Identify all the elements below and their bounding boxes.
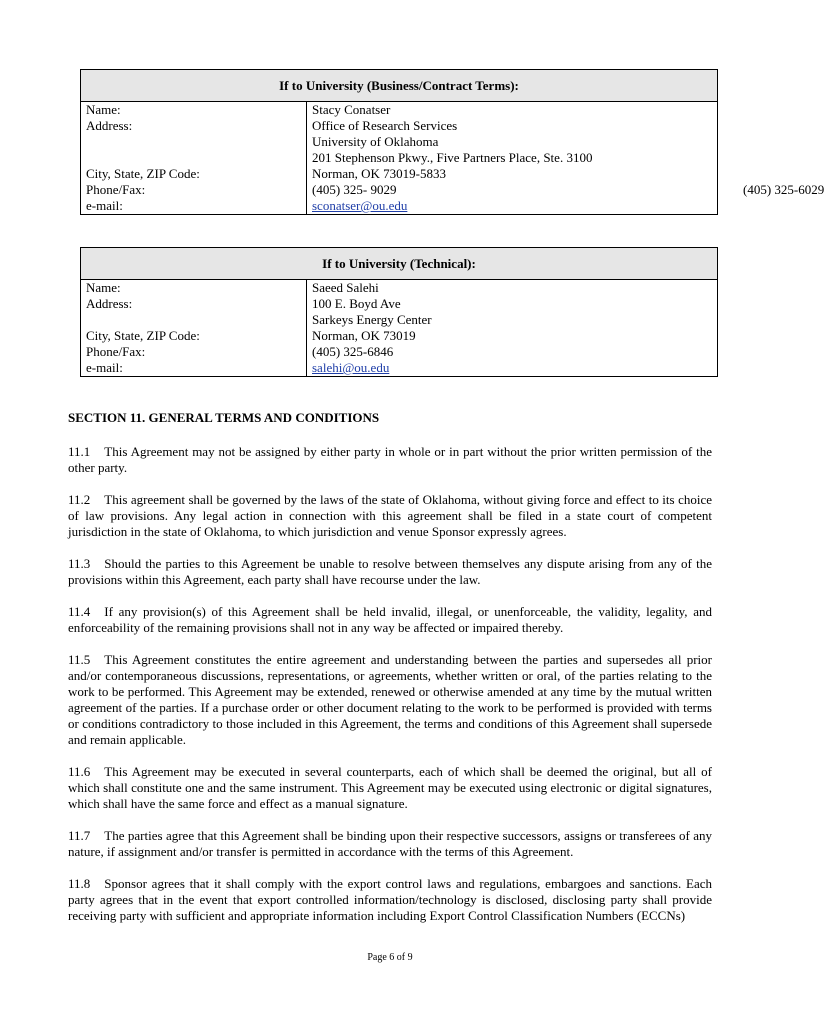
- label-city: City, State, ZIP Code:: [86, 166, 200, 181]
- label-column: [81, 280, 307, 377]
- contact-name: Saeed Salehi: [312, 280, 379, 295]
- clause-text: The parties agree that this Agreement shall be binding upon their respective successors, assigns or transferees of any nature, if assignment and/or transfer is permitted in accordance with the terms of this Agreement.: [68, 828, 712, 859]
- email-link[interactable]: salehi@ou.edu: [312, 360, 390, 375]
- phone-fax: [312, 182, 824, 198]
- clause-text: Should the parties to this Agreement be unable to resolve between themselves any dispute arising from any of the provisions within this Agreement, each party shall have recourse under the law.: [68, 556, 712, 587]
- contact-table-technical: [80, 247, 718, 377]
- label-column: [81, 102, 307, 215]
- value-column: [307, 280, 718, 377]
- label-city: City, State, ZIP Code:: [86, 328, 200, 343]
- city-state-zip: Norman, OK 73019-5833: [312, 166, 446, 181]
- phone: (405) 325-6846: [312, 344, 394, 359]
- address-line: 201 Stephenson Pkwy., Five Partners Place, Ste. 3100: [312, 150, 593, 165]
- clause-11-6: [68, 764, 712, 812]
- clause-11-2: [68, 492, 712, 540]
- address-line: 100 E. Boyd Ave: [312, 296, 401, 311]
- address-line: Office of Research Services: [312, 118, 458, 133]
- clause-number: 11.1: [68, 444, 91, 459]
- fax: (405) 325-6029: [743, 182, 824, 197]
- label-address: Address:: [86, 296, 133, 311]
- contact-table-business: [80, 69, 824, 215]
- clause-text: This Agreement constitutes the entire agreement and understanding between the parties and supersedes all prior and/or contemporaneous discussions, representations, or agreements, whether written or oral, of the parties relating to the work to be performed. This Agreement may be extended, renewed or otherwise amended at any time by the mutual written agreement of the parties. If a purchase order or other document relating to the work to be performed is provided with terms or conditions contradictory to those included in this Agreement, the terms and conditions of this Agreement shall supersede and remain applicable.: [68, 652, 712, 747]
- clause-11-1: [68, 444, 712, 476]
- phone: (405) 325- 9029: [312, 182, 397, 197]
- clause-11-4: [68, 604, 712, 636]
- address-line: University of Oklahoma: [312, 134, 439, 149]
- value-column: [307, 102, 824, 215]
- section-heading: SECTION 11. GENERAL TERMS AND CONDITIONS: [68, 410, 380, 425]
- clause-number: 11.4: [68, 604, 91, 619]
- clause-11-8: [68, 876, 712, 924]
- label-name: Name:: [86, 102, 121, 117]
- clause-text: If any provision(s) of this Agreement shall be held invalid, illegal, or unenforceable, the validity, legality, and enforceability of the remaining provisions shall not in any way be affected or impaired thereby.: [68, 604, 712, 635]
- label-email: e-mail:: [86, 360, 123, 375]
- clause-11-5: [68, 652, 712, 748]
- clause-number: 11.2: [68, 492, 91, 507]
- clause-text: This Agreement may be executed in several counterparts, each of which shall be deemed the original, but all of which shall constitute one and the same instrument. This Agreement may be executed using electronic or digital signatures, which shall have the same force and effect as a manual signature.: [68, 764, 712, 811]
- section-body: [68, 410, 712, 940]
- email-link[interactable]: sconatser@ou.edu: [312, 198, 408, 213]
- clause-text: Sponsor agrees that it shall comply with the export control laws and regulations, embargoes and sanctions. Each party agrees that in the event that export controlled information/technology is disclosed, disclosing party shall provide receiving party with sufficient and appropriate information including Export Control Classification Numbers (ECCNs): [68, 876, 712, 923]
- page-number: Page 6 of 9: [367, 952, 413, 963]
- city-state-zip: Norman, OK 73019: [312, 328, 416, 343]
- label-email: e-mail:: [86, 198, 123, 213]
- clause-number: 11.3: [68, 556, 91, 571]
- clause-number: 11.6: [68, 764, 91, 779]
- label-phone: Phone/Fax:: [86, 344, 146, 359]
- contact-name: Stacy Conatser: [312, 102, 391, 117]
- clause-number: 11.7: [68, 828, 91, 843]
- label-address: Address:: [86, 118, 133, 133]
- clause-text: This Agreement may not be assigned by either party in whole or in part without the prior written permission of the other party.: [68, 444, 712, 475]
- clause-number: 11.5: [68, 652, 91, 667]
- table-title: If to University (Technical):: [81, 248, 718, 280]
- address-line: Sarkeys Energy Center: [312, 312, 432, 327]
- table-title: If to University (Business/Contract Terms):: [81, 70, 718, 102]
- label-name: Name:: [86, 280, 121, 295]
- clause-11-7: [68, 828, 712, 860]
- clause-text: This agreement shall be governed by the laws of the state of Oklahoma, without giving force and effect to its choice of law provisions. Any legal action in connection with this agreement shall be filed in a state court of competent jurisdiction in the state of Oklahoma, to which jurisdiction and venue Sponsor expressly agrees.: [68, 492, 712, 539]
- label-phone: Phone/Fax:: [86, 182, 146, 197]
- clause-number: 11.8: [68, 876, 91, 891]
- clause-11-3: [68, 556, 712, 588]
